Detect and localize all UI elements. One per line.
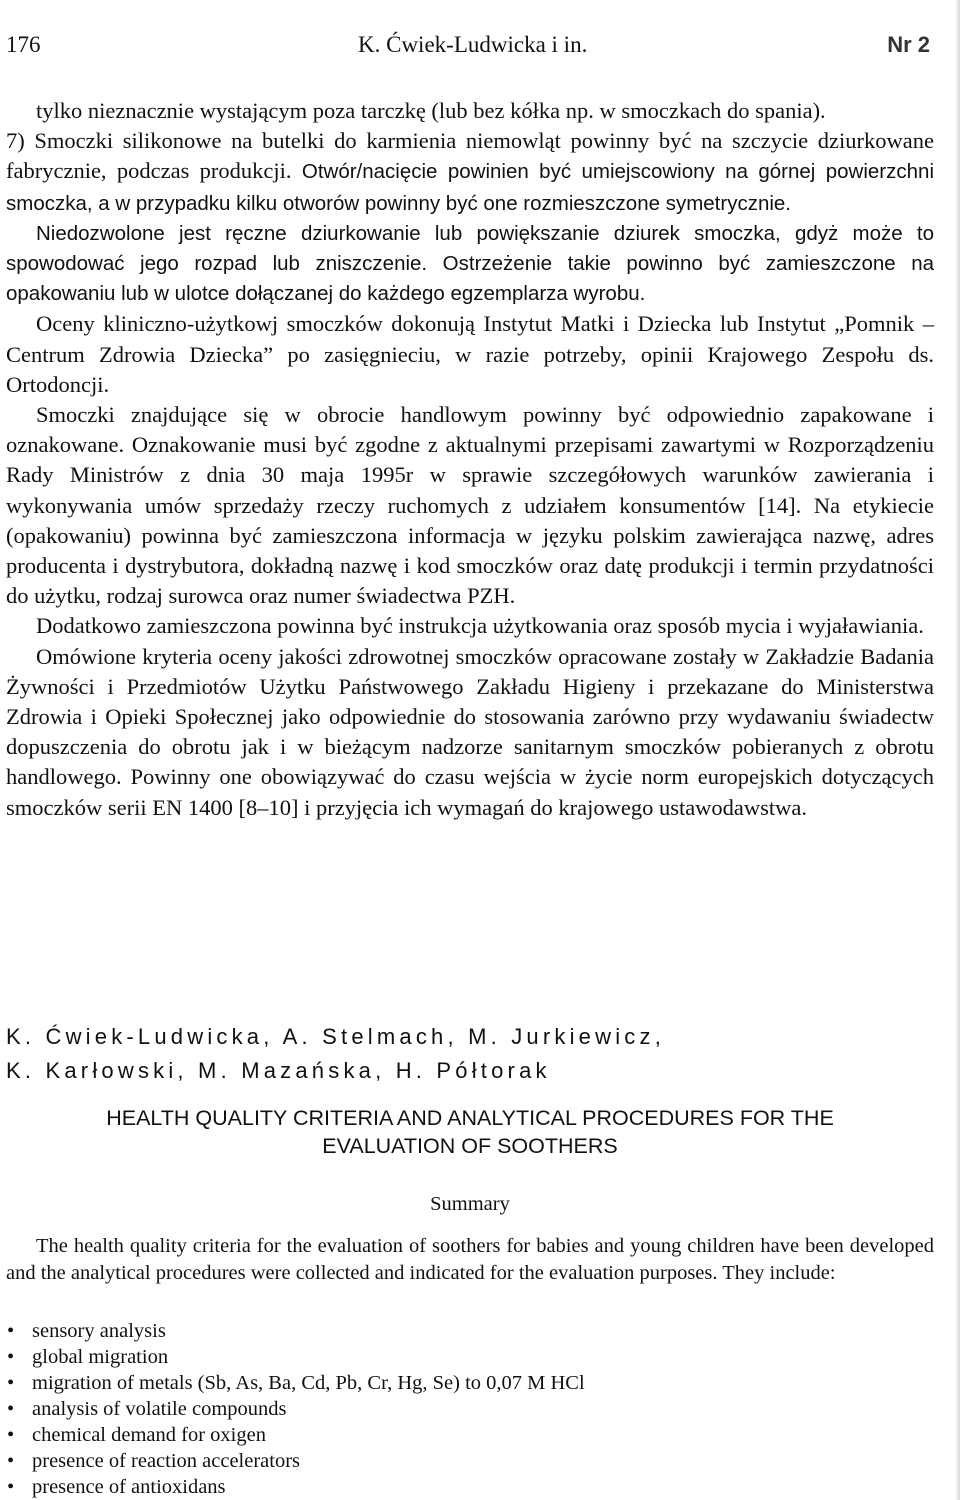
list-item: • presence of reaction accelerators bbox=[6, 1448, 934, 1474]
summary-intro-block bbox=[6, 1233, 934, 1286]
summary-bullet-list bbox=[6, 1318, 934, 1500]
list-item: • global migration bbox=[6, 1344, 934, 1370]
paragraph-2-part-b: Otwór/nacięcie powinien być umiejscowiony na górnej powierzchni smoczka, a w przypadku kilku otworów powinny być one rozmieszczone symetrycznie. bbox=[6, 160, 934, 215]
summary-intro: The health quality criteria for the evaluation of soothers for babies and young children have been developed and the analytical procedures were collected and indicated for the evaluation purposes. They include: bbox=[6, 1235, 934, 1284]
paragraph-3-part-a: Niedozwolone jest ręczne dziurkowanie lub powiększanie dziurek smoczka, gdyż może to spowodować jego rozpad lub zniszczenie. bbox=[6, 221, 934, 276]
paragraph-3-part-b: Ostrzeżenie takie powinno być zamieszczone na opakowaniu lub w ulotce dołączanej do każdego egzemplarza wyrobu. bbox=[6, 252, 934, 306]
list-item: • presence of antioxidans bbox=[6, 1474, 934, 1500]
body-text bbox=[6, 96, 934, 823]
paragraph-1: tylko nieznacznie wystającym poza tarczkę (lub bez kółka np. w smoczkach do spania). bbox=[36, 98, 826, 123]
page-edge-shadow bbox=[955, 0, 960, 1500]
list-item: • migration of metals (Sb, As, Ba, Cd, Pb, Cr, Hg, Se) to 0,07 M HCl bbox=[6, 1370, 934, 1396]
paragraph-3 bbox=[6, 219, 934, 310]
paragraph-2-part-a: 7) Smoczki silikonowe na butelki do karmienia niemowląt powinny być na szczycie dziurkowane fabrycznie, podczas produkcji. bbox=[6, 128, 934, 184]
paragraph-2 bbox=[6, 126, 934, 219]
list-item: • sensory analysis bbox=[6, 1318, 934, 1344]
issue-number: Nr 2 bbox=[887, 32, 930, 57]
author-line-1: K. Ćwiek-Ludwicka, A. Stelmach, M. Jurkiewicz, bbox=[6, 1024, 666, 1049]
paragraph-4: Oceny kliniczno-użytkowj smoczków dokonują Instytut Matki i Dziecka lub Instytut „Pomnik – Centrum Zdrowia Dziecka” po zasięgnieciu, w razie potrzeby, opinii Krajowego Zespołu ds. Ortodoncji. bbox=[6, 311, 934, 397]
list-item: • analysis of volatile compounds bbox=[6, 1396, 934, 1422]
author-list bbox=[6, 1020, 934, 1088]
page-number: 176 bbox=[6, 32, 41, 57]
english-title-line-1: HEALTH QUALITY CRITERIA AND ANALYTICAL PROCEDURES FOR THE bbox=[106, 1106, 834, 1130]
english-title-line-2: EVALUATION OF SOOTHERS bbox=[322, 1134, 618, 1158]
english-title bbox=[6, 1104, 934, 1160]
paragraph-6: Dodatkowo zamieszczona powinna być instrukcja użytkowania oraz sposób mycia i wyjaławiania. bbox=[36, 613, 924, 639]
paragraph-5: Smoczki znajdujące się w obrocie handlowym powinny być odpowiednio zapakowane i oznakowane. Oznakowanie musi być zgodne z aktualnymi przepisami zawartymi w Rozporządzeniu Rady Ministrów z dnia 30 maja 1995r w sprawie szczegółowych warunków zawierania i wykonywania umów sprzedaży rzeczy ruchomych z udziałem konsumentów [14]. Na etykiecie (opakowaniu) powinna być zamieszczona informacja w języku polskim zawierająca nazwę, adres producenta i dystrybutora, dokładną nazwę i kod smoczków oraz datę produkcji i termin przydatności do użytku, rodzaj surowca oraz numer świadectwa PZH. bbox=[6, 402, 934, 609]
paragraph-7: Omówione kryteria oceny jakości zdrowotnej smoczków opracowane zostały w Zakładzie Badania Żywności i Przedmiotów Użytku Państwowego Zakładu Higieny i przekazane do Ministerstwa Zdrowia i Opieki Społecznej jako odpowiednie do stosowania zarówno przy wydawaniu świadectw dopuszczenia do obrotu jak i w bieżącym nadzorze sanitarnym smoczków pobieranych z obrotu handlowego. Powinny one obowiązywać do czasu wejścia w życie norm europejskich dotyczących smoczków serii EN 1400 [8–10] i przyjęcia ich wymagań do krajowego ustawodawstwa. bbox=[6, 643, 934, 820]
author-line-2: K. Karłowski, M. Mazańska, H. Półtorak bbox=[6, 1058, 551, 1083]
summary-heading: Summary bbox=[430, 1193, 510, 1215]
running-title: K. Ćwiek-Ludwicka i in. bbox=[358, 32, 588, 57]
list-item: • chemical demand for oxigen bbox=[6, 1422, 934, 1448]
page-header bbox=[6, 32, 930, 66]
